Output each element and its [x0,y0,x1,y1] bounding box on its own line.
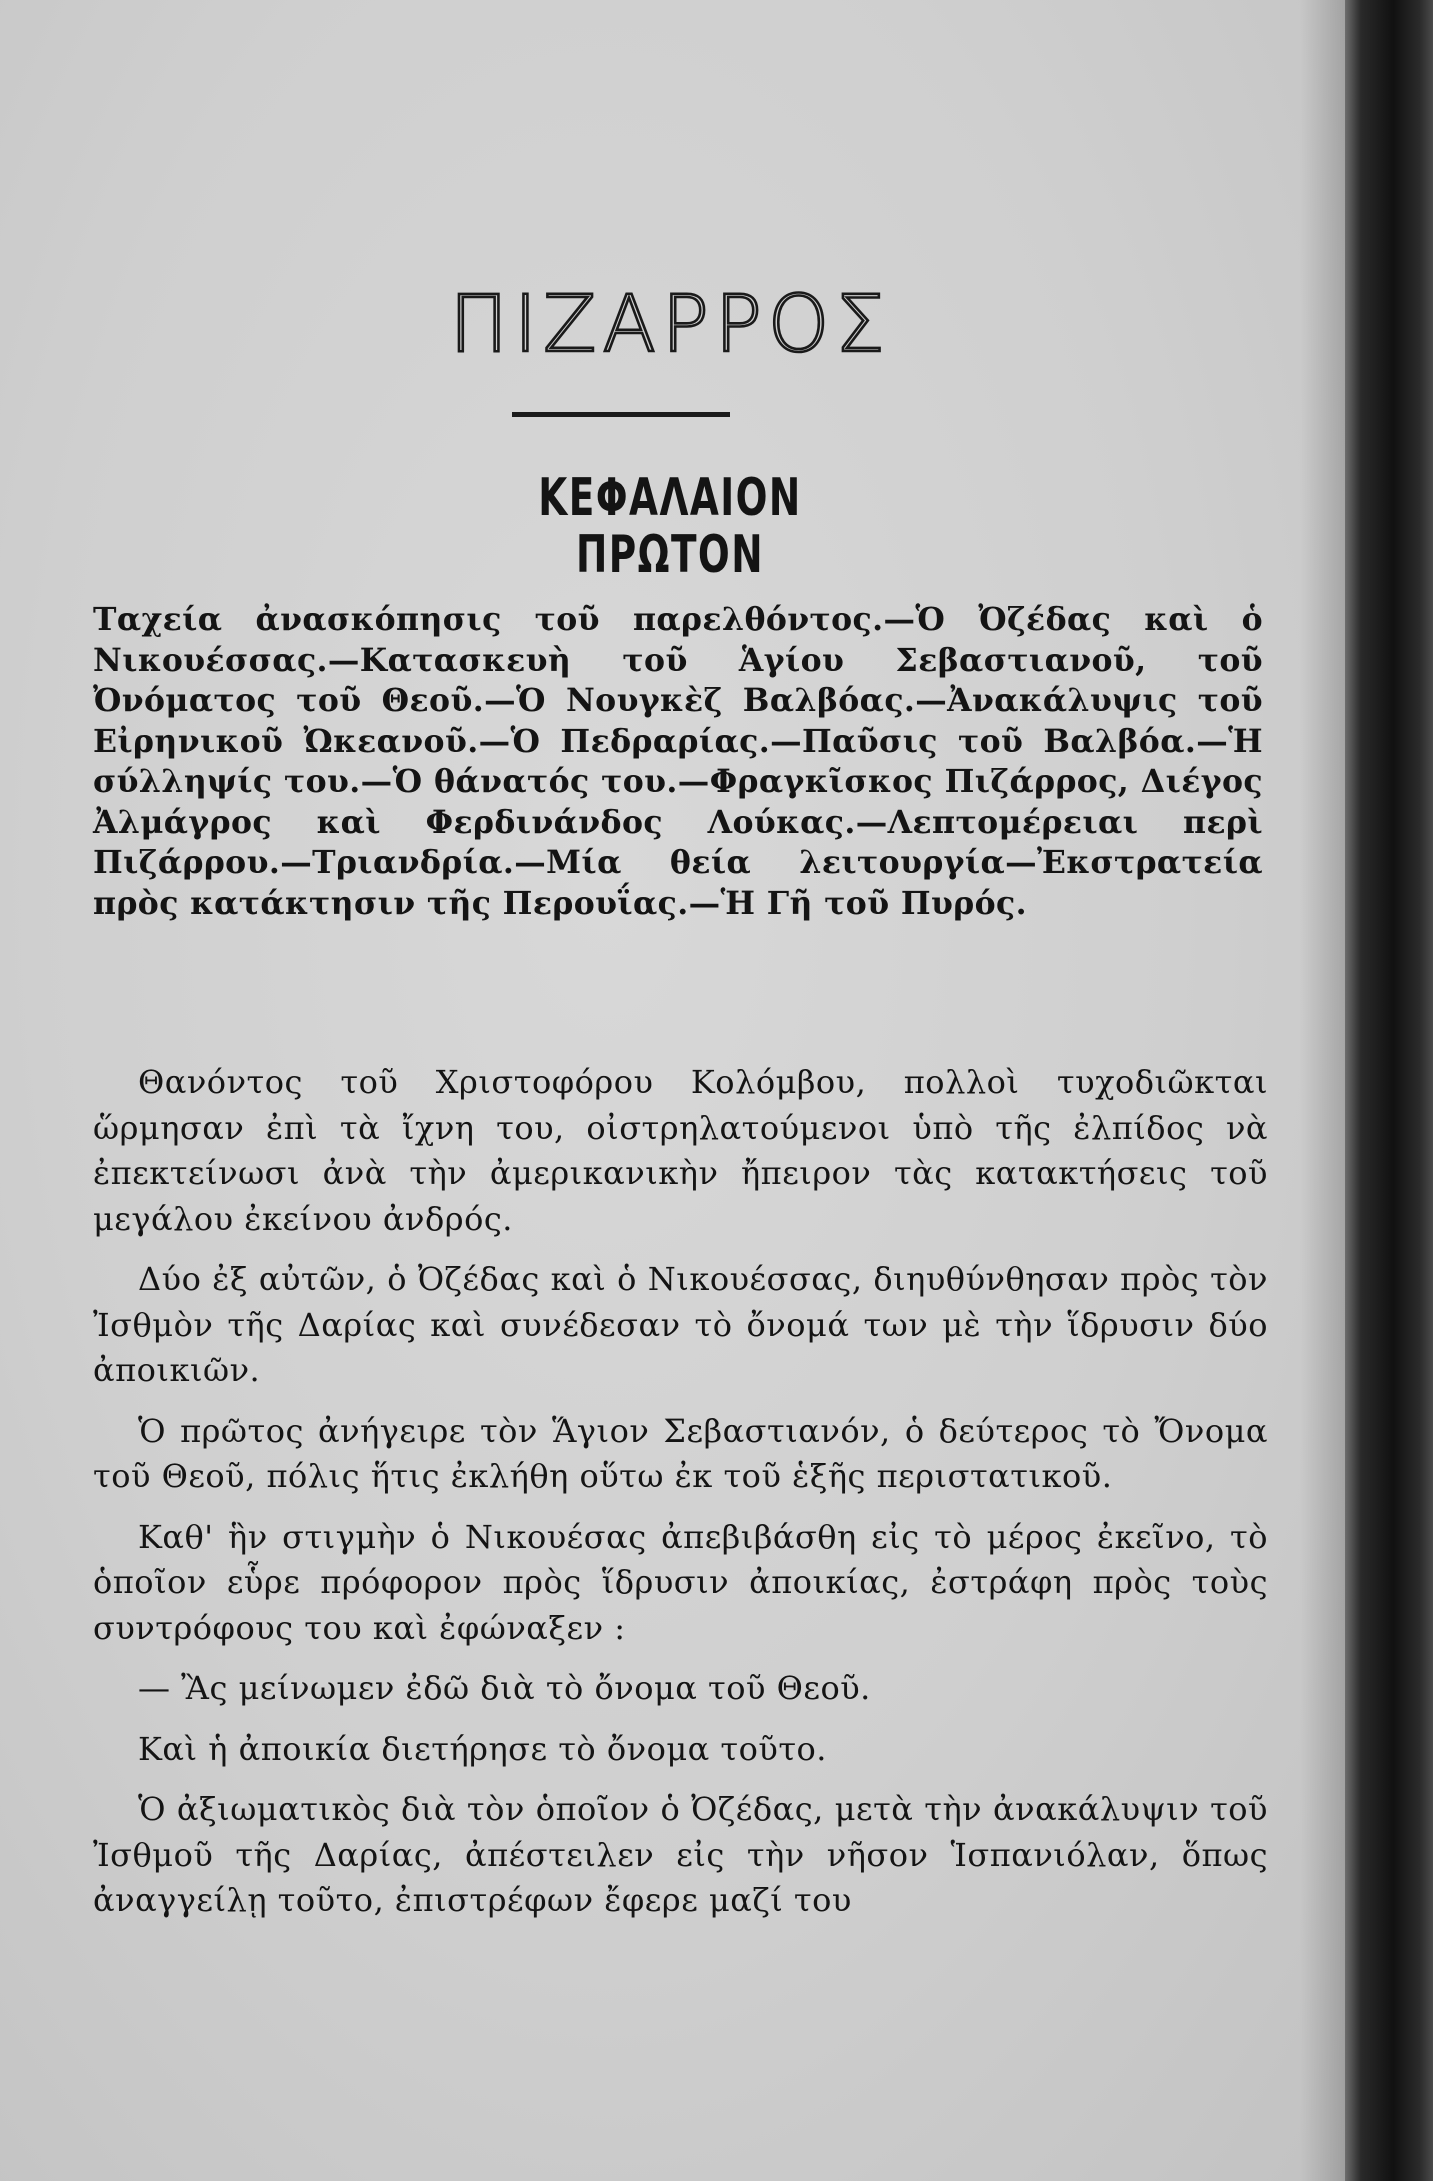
paragraph: Δύο ἐξ αὐτῶν, ὁ Ὀζέδας καὶ ὁ Νικουέσσας, διηυθύνθησαν πρὸς τὸν Ἰσθμὸν τῆς Δαρίας καὶ συνέδεσαν τὸ ὄνομά των μὲ τὴν ἵδρυσιν δύο ἀποικιῶν. [93,1260,1268,1389]
paragraph: Καὶ ἡ ἀποικία διετήρησε τὸ ὄνομα τοῦτο. [138,1729,827,1768]
paragraph: — Ἂς μείνωμεν ἐδῶ διὰ τὸ ὄνομα τοῦ Θεοῦ. [138,1669,871,1707]
paragraph: Ὁ πρῶτος ἀνήγειρε τὸν Ἅγιον Σεβαστιανόν, ὁ δεύτερος τὸ Ὄνομα τοῦ Θεοῦ, πόλις ἥτις ἐκλήθη οὕτω ἐκ τοῦ ἑξῆς περιστατικοῦ. [93,1411,1268,1495]
title-rule [512,412,730,417]
page-title: ΠΙΖΑΡΡΟΣ [449,280,891,370]
page-edge-shadow [1300,0,1345,2181]
paragraph: Θανόντος τοῦ Χριστοφόρου Κολόμβου, πολλοὶ τυχοδιῶκται ὥρμησαν ἐπὶ τὰ ἴχνη του, οἰστρηλατούμενοι ὑπὸ τῆς ἐλπίδος νὰ ἐπεκτείνωσι ἀνὰ τὴν ἀμερικανικὴν ἤπειρον τὰς κατακτήσεις τοῦ μεγάλου ἐκείνου ἀνδρός. [93,1063,1268,1238]
book-spine [1345,0,1433,2181]
paragraph: Ὁ ἀξιωματικὸς διὰ τὸν ὁποῖον ὁ Ὀζέδας, μετὰ τὴν ἀνακάλυψιν τοῦ Ἰσθμοῦ τῆς Δαρίας, ἀπέστειλεν εἰς τὴν νῆσον Ἱσπανιόλαν, ὅπως ἀναγγείλῃ τοῦτο, ἐπιστρέφων ἔφερε μαζί του [93,1790,1268,1919]
chapter-heading: ΚΕΦΑΛΑΙΟΝ ΠΡΩΤΟΝ [538,468,802,586]
paragraph: Καθ' ἣν στιγμὴν ὁ Νικουέσας ἀπεβιβάσθη εἰς τὸ μέρος ἐκεῖνο, τὸ ὁποῖον εὗρε πρόφορον πρὸς ἵδρυσιν ἀποικίας, ἐστράφη πρὸς τοὺς συντρόφους του καὶ ἐφώναξεν : [93,1517,1268,1647]
chapter-summary: Ταχεία ἀνασκόπησις τοῦ παρελθόντος.—Ὁ Ὀζέδας καὶ ὁ Νικουέσσας.—Κατασκευὴ τοῦ Ἁγίου Σεβαστιανοῦ, τοῦ Ὀνόματος τοῦ Θεοῦ.—Ὁ Νουγκὲζ Βαλβόας.—Ἀνακάλυψις τοῦ Εἰρηνικοῦ Ὠκεανοῦ.—Ὁ Πεδραρίας.—Παῦσις τοῦ Βαλβόα.—Ἡ σύλληψίς του.—Ὁ θάνατός του.—Φραγκῖσκος Πιζάρρος, Διέγος Ἀλμάγρος καὶ Φερδινάνδος Λούκας.—Λεπτομέρειαι περὶ Πιζάρρου.—Τριανδρία.—Μία θεία λειτουργία—Ἐκστρατεία πρὸς κατάκτησιν τῆς Περουΐας.—Ἡ Γῆ τοῦ Πυρός. [93,601,1263,922]
body-text [93,1060,1268,1924]
